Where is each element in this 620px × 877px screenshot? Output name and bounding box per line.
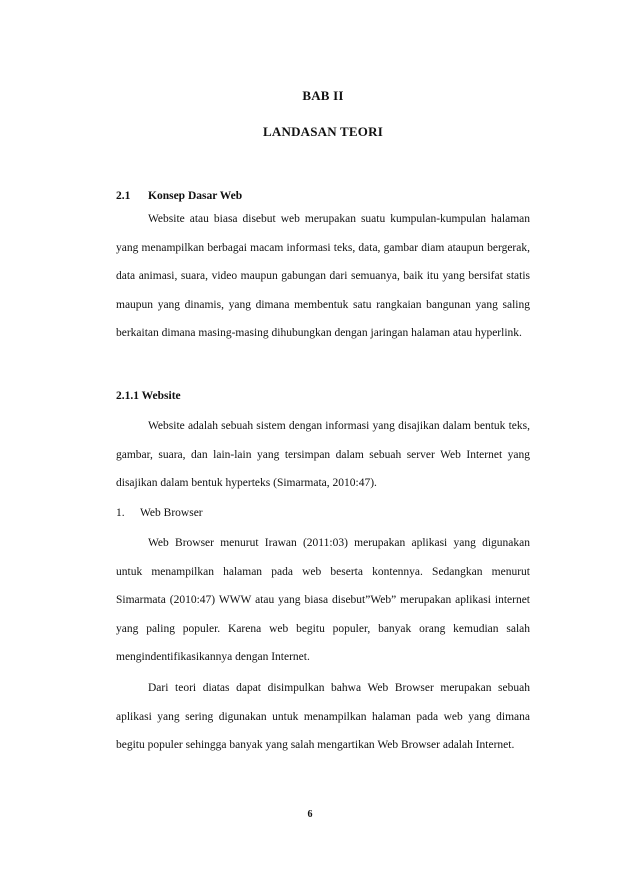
section-heading-2-1-1: 2.1.1 Website xyxy=(116,390,181,402)
paragraph-konsep-dasar-web: Website atau biasa disebut web merupakan suatu kumpulan-kumpulan halaman yang menampilkan berbagai macam informasi teks, data, gambar diam ataupun bergerak, data animasi, suara, video maupun gabungan dari semuanya, baik itu yang bersifat statis maupun yang dinamis, yang dimana membentuk satu rangkaian bangunan yang saling berkaitan dimana masing-masing dihubungkan dengan jaringan halaman atau hyperlink. xyxy=(116,213,530,339)
section-number: 2.1 xyxy=(116,190,131,202)
list-item-number: 1. xyxy=(116,507,125,519)
chapter-label: BAB II xyxy=(302,88,344,103)
paragraph-website: Website adalah sebuah sistem dengan informasi yang disajikan dalam bentuk teks, gambar, suara, dan lain-lain yang tersimpan dalam sebuah server Web Internet yang disajikan dalam bentuk hyperteks (Simarmata, 2010:47). xyxy=(116,420,530,489)
list-item-web-browser xyxy=(116,507,203,519)
page-number: 6 xyxy=(307,809,313,820)
paragraph-web-browser-conclusion: Dari teori diatas dapat disimpulkan bahwa Web Browser merupakan sebuah aplikasi yang sering digunakan untuk menampilkan halaman pada web yang dimana begitu populer sehingga banyak yang salah mengartikan Web Browser adalah Internet. xyxy=(116,682,530,751)
section-heading-2-1 xyxy=(116,190,242,202)
paragraph-web-browser-definition: Web Browser menurut Irawan (2011:03) merupakan aplikasi yang digunakan untuk menampilkan halaman pada web beserta kontennya. Sedangkan menurut Simarmata (2010:47) WWW atau yang biasa disebut”Web” merupakan aplikasi internet yang paling populer. Karena web begitu populer, banyak orang kemudian salah mengindentifikasikannya dengan Internet. xyxy=(116,537,530,663)
list-item-title: Web Browser xyxy=(140,507,203,519)
section-title: Konsep Dasar Web xyxy=(148,190,243,202)
chapter-title: LANDASAN TEORI xyxy=(263,124,383,139)
